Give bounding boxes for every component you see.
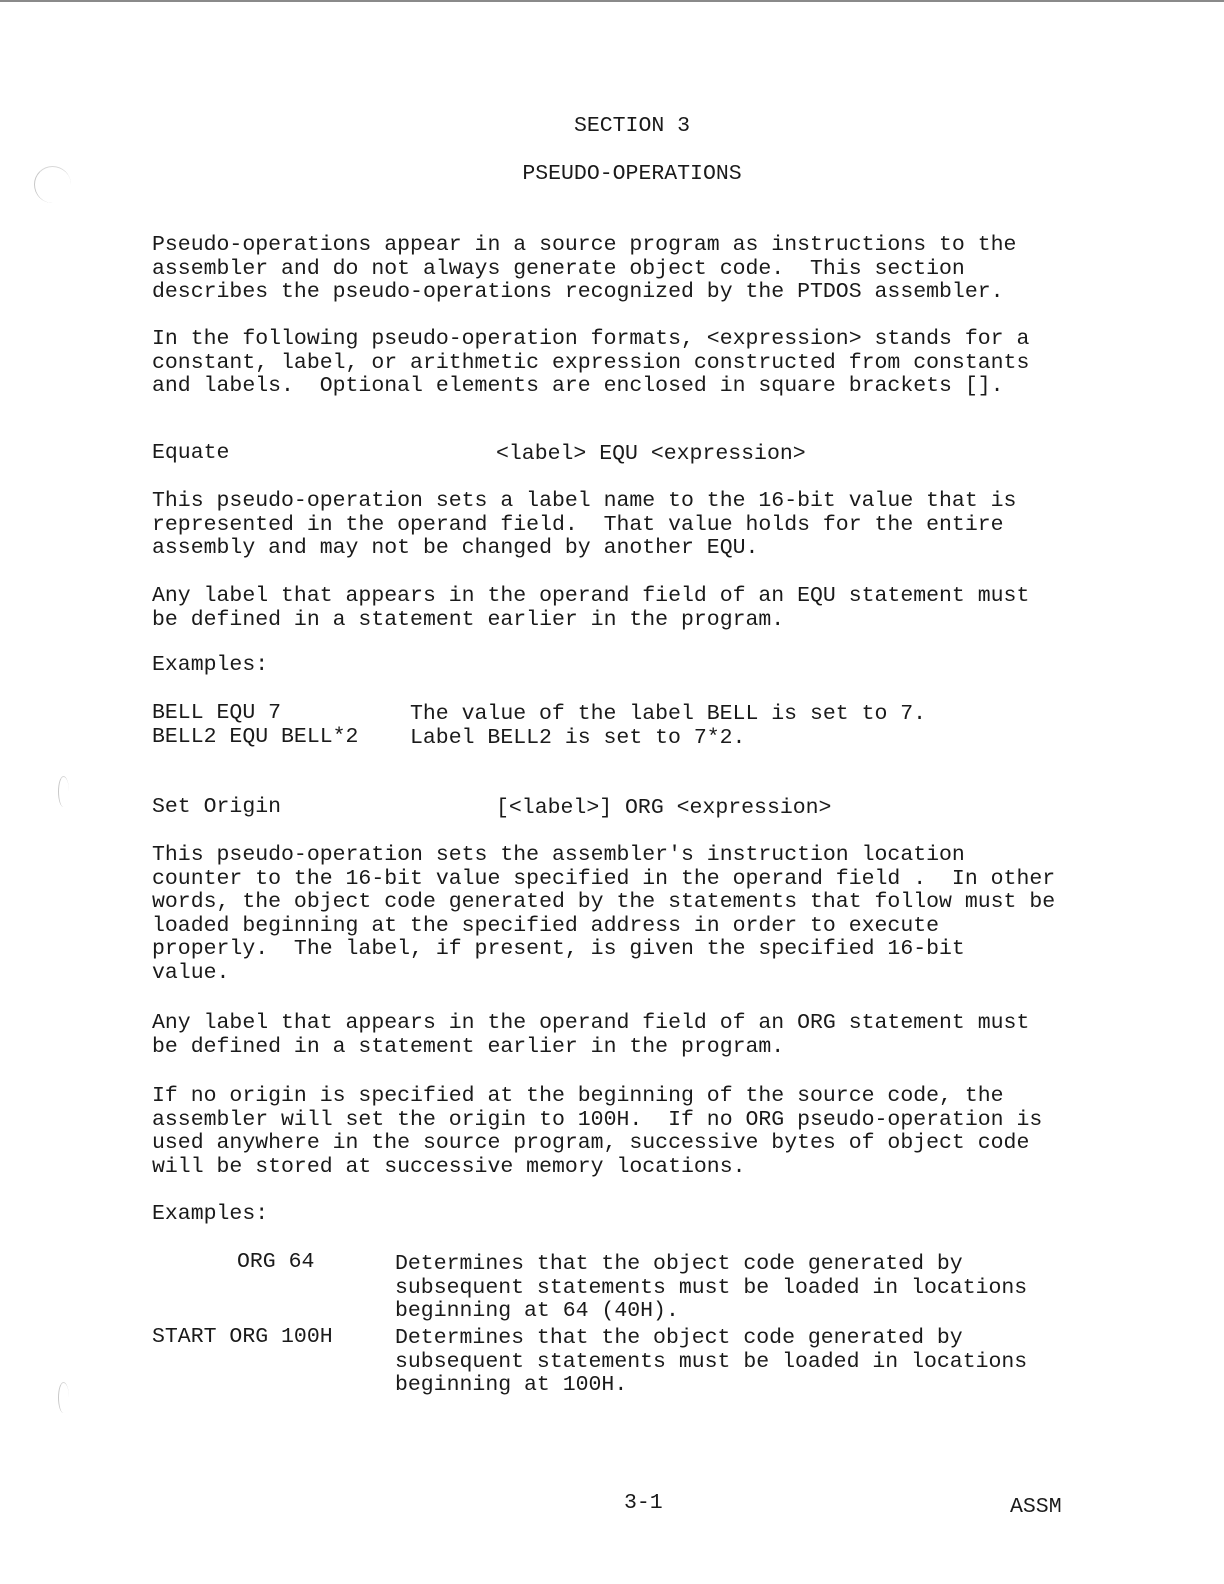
equate-paragraph-1: This pseudo-operation sets a label name to the 16-bit value that is represented in the operand field. That value holds for the entire assembly and may not be changed by another EQU. <box>152 489 1017 560</box>
origin-example-desc: Determines that the object code generated by subsequent statements must be loaded in locations beginning at 64 (40H). <box>395 1252 1028 1323</box>
origin-paragraph-2: Any label that appears in the operand field of an ORG statement must be defined in a statement earlier in the program. <box>152 1011 1030 1059</box>
intro-paragraph-2: In the following pseudo-operation formats, <expression> stands for a constant, label, or arithmetic expression constructed from constants and labels. Optional elements are enclosed in square brackets []. <box>152 327 1030 398</box>
intro-paragraph-1: Pseudo-operations appear in a source program as instructions to the assembler and do not always generate object code. This section describes the pseudo-operations recognized by the PTDOS assembler. <box>152 233 1017 304</box>
equate-examples-label: Examples: <box>152 653 269 677</box>
origin-paragraph-1: This pseudo-operation sets the assembler's instruction location counter to the 16-bit value specified in the operand field . In other words, the object code generated by the statements that follow must be loaded beginning at the specified address in order to execute properly. The label, if present, is given the specified 16-bit value. <box>152 843 1056 985</box>
top-border-line <box>0 0 1224 2</box>
punch-hole-mark <box>58 1382 69 1413</box>
equate-heading: Equate <box>152 441 230 465</box>
origin-example-code: START ORG 100H <box>152 1325 333 1349</box>
origin-example-desc: Determines that the object code generated by subsequent statements must be loaded in locations beginning at 100H. <box>395 1326 1028 1397</box>
equate-paragraph-2: Any label that appears in the operand field of an EQU statement must be defined in a statement earlier in the program. <box>152 584 1030 632</box>
origin-paragraph-3: If no origin is specified at the beginning of the source code, the assembler will set the origin to 100H. If no ORG pseudo-operation is used anywhere in the source program, successive bytes of object code will be stored at successive memory locations. <box>152 1084 1043 1179</box>
equate-format: <label> EQU <expression> <box>496 442 806 466</box>
origin-examples-label: Examples: <box>152 1202 269 1226</box>
punch-hole-mark <box>58 776 69 807</box>
origin-heading: Set Origin <box>152 795 282 819</box>
equate-example-code: BELL2 EQU BELL*2 <box>152 725 359 749</box>
section-heading: SECTION 3 <box>573 114 691 138</box>
origin-example-code: ORG 64 <box>237 1250 315 1274</box>
equate-example-desc: Label BELL2 is set to 7*2. <box>410 726 746 750</box>
equate-example-desc: The value of the label BELL is set to 7. <box>410 702 927 726</box>
section-title: PSEUDO-OPERATIONS <box>522 162 742 186</box>
equate-example-code: BELL EQU 7 <box>152 701 282 725</box>
document-code: ASSM <box>1010 1495 1062 1519</box>
origin-format: [<label>] ORG <expression> <box>496 796 832 820</box>
page-number: 3-1 <box>624 1491 663 1515</box>
